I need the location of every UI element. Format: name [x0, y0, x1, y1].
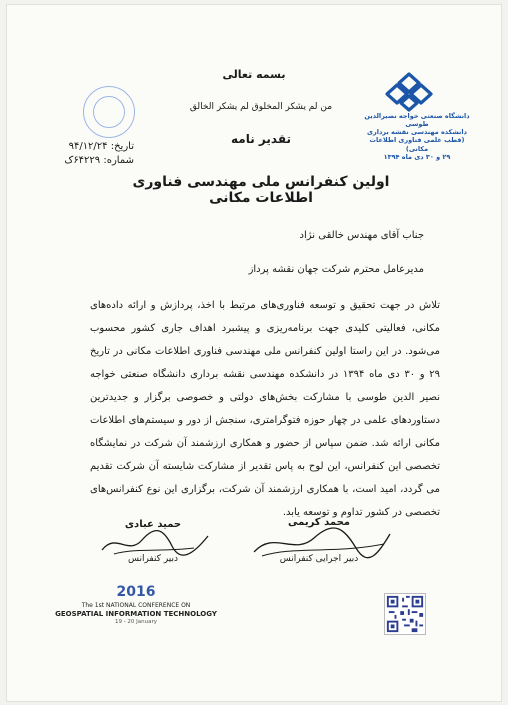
- signature-left-role: دبیر کنفرانس: [127, 554, 179, 564]
- date-number-block: [34, 140, 134, 167]
- signature-scribble-right: [244, 526, 394, 560]
- org-line-1: دانشگاه صنعتی خواجه نصیرالدین طوسی: [364, 112, 470, 129]
- organization-block: [358, 112, 476, 161]
- recipient-salutation: جناب آقای مهندس خالقی نژاد: [299, 230, 424, 241]
- date-text: تاریخ: ۹۴/۱۲/۲۴: [68, 141, 134, 152]
- org-line-2: دانشکده مهندسی نقشه برداری: [367, 128, 467, 137]
- footer-line-3: 19 - 20 January: [114, 618, 158, 625]
- footer-conference-english: [36, 602, 236, 626]
- certificate-body: تلاش در جهت تحقیق و توسعه فناوری‌های مرتبط با اخذ، پردازش و ارائه داده‌های مکانی، فعالیتی کلیدی جهت برنامه‌ریزی و پیشبرد اهداف جاری کشور محسوب می‌شود. در این راستا اولین کنفرانس ملی مهندسی فناوری اطلاعات مکانی در تاریخ ۲۹ و ۳۰ دی ماه ۱۳۹۴ در دانشکده مهندسی نقشه برداری دانشگاه صنعتی خواجه نصیر الدین طوسی با مشارکت بخش‌های دولتی و خصوصی برگزار و جدیدترین دستاوردهای علمی در چهار حوزه فتوگرامتری، سنجش از دور و سیستم‌های اطلاعات مکانی ارائه شد. ضمن سپاس از حضور و همکاری ارزشمند آن شرکت در نمایشگاه تخصصی این کنفرانس، این لوح به پاس تقدیر از مشارکت شایسته آن شرکت تقدیم می گردد، امید است، با همکاری ارزشمند آن شرکت، برگزاری این نوع کنفرانس‌های تخصصی در کشور تداوم و توسعه یابد.: [90, 300, 441, 518]
- round-stamp: [83, 86, 135, 138]
- footer-year: 2016: [116, 584, 156, 600]
- footer-line-2: GEOSPATIAL INFORMATION TECHNOLOGY: [55, 609, 217, 618]
- signature-left-name: حمید عبادی: [124, 519, 182, 530]
- number-text: شماره: ۶۴۲۲۹ک: [64, 154, 134, 166]
- footer-line-1: The 1st NATIONAL CONFERENCE ON: [81, 602, 191, 609]
- signature-right-name: محمد کریمی: [288, 517, 350, 528]
- conference-title: اولین کنفرانس ملی مهندسی فناوری اطلاعات مکانی: [132, 174, 390, 206]
- signature-right-role: دبیر اجرایی کنفرانس: [279, 554, 359, 564]
- document-title: تقدیر نامه: [231, 132, 291, 146]
- qr-code-icon: [384, 593, 426, 635]
- certificate-page: [6, 4, 502, 702]
- signature-scribble-left: [94, 526, 214, 560]
- hadith-line: من لم یشکر المخلوق لم یشکر الخالق: [189, 102, 333, 112]
- bismillah-heading: بسمه تعالی: [222, 68, 286, 81]
- org-line-3: (قطب علمی فناوری اطلاعات مکانی): [369, 136, 465, 153]
- org-line-4: ۲۹ و ۳۰ دی ماه ۱۳۹۴: [383, 152, 451, 161]
- recipient-position: مدیرعامل محترم شرکت جهان نقشه پرداز: [248, 264, 424, 275]
